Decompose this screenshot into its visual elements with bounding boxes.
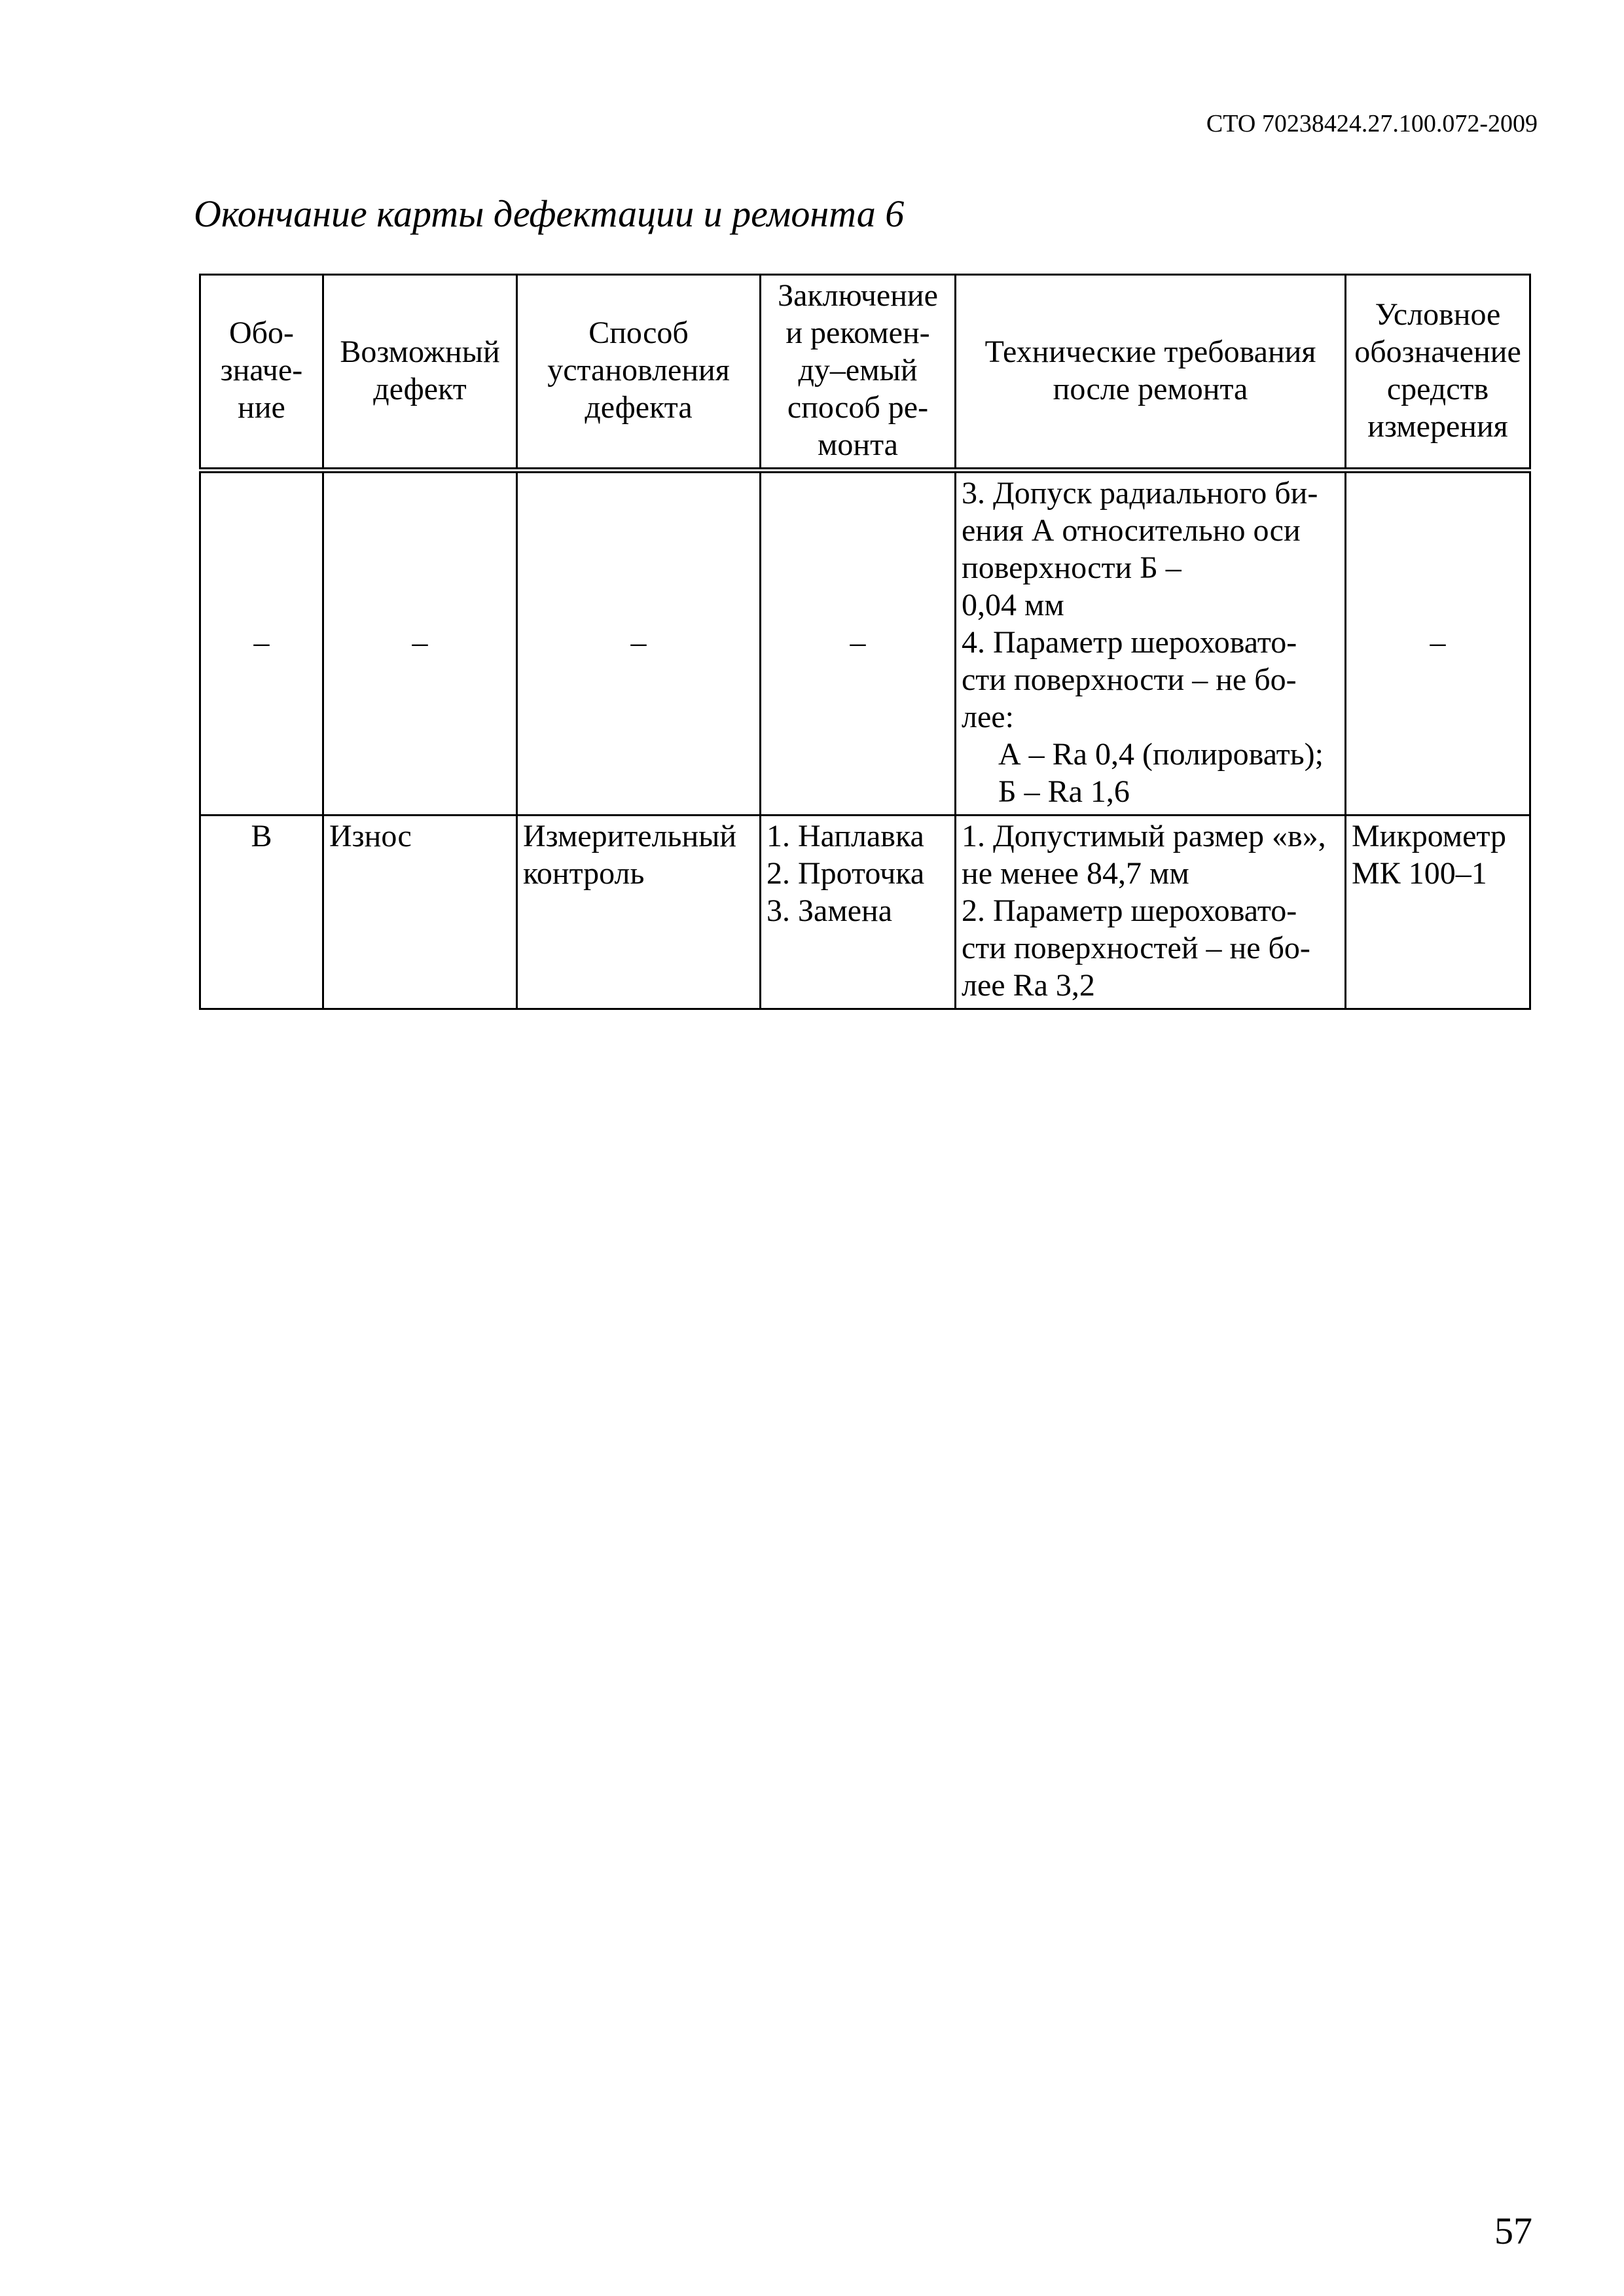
cell-defect: – <box>323 471 517 816</box>
requirement-line: поверхности Б – <box>962 550 1182 585</box>
requirement-line: лее: <box>962 700 1014 734</box>
text-line: МК 100–1 <box>1352 856 1487 891</box>
requirement-line: 4. Параметр шероховато- <box>962 625 1297 660</box>
column-header-instrument <box>1346 275 1530 471</box>
table-row <box>200 471 1530 816</box>
cell-repair-method <box>761 816 956 1009</box>
requirement-line: 3. Допуск радиального би- <box>962 476 1318 511</box>
repair-step: 1. Наплавка <box>767 819 924 853</box>
column-header-requirements <box>956 275 1346 471</box>
requirement-line: не менее 84,7 мм <box>962 856 1189 891</box>
text-line: способ ре- <box>787 390 929 425</box>
table-header-row <box>200 275 1530 471</box>
column-header-defect <box>323 275 517 471</box>
text-line: установления <box>547 353 730 387</box>
requirement-line: ения А относительно оси <box>962 513 1301 548</box>
cell-designation: В <box>200 816 323 1009</box>
column-header-detection-method <box>517 275 761 471</box>
cell-defect: Износ <box>323 816 517 1009</box>
cell-instrument: – <box>1346 471 1530 816</box>
requirement-line: 1. Допустимый размер «в», <box>962 819 1326 853</box>
cell-requirements <box>956 816 1346 1009</box>
table-caption: Окончание карты дефектации и ремонта 6 <box>194 192 905 235</box>
text-line: контроль <box>523 856 645 891</box>
requirement-line: сти поверхности – не бо- <box>962 662 1297 697</box>
text-line: после ремонта <box>1053 371 1248 406</box>
text-line: значе- <box>220 353 303 387</box>
cell-detection-method: – <box>517 471 761 816</box>
requirement-line: Б – Ra 1,6 <box>998 774 1130 809</box>
page-number: 57 <box>1494 2210 1532 2252</box>
text-line: Условное <box>1375 296 1501 332</box>
requirement-line: 2. Параметр шероховато- <box>962 893 1297 928</box>
requirement-line: лее Ra 3,2 <box>962 968 1095 1003</box>
repair-step: 2. Проточка <box>767 856 925 891</box>
text-line: ду–емый <box>798 353 918 387</box>
requirement-line: 0,04 мм <box>962 588 1064 622</box>
text-line: Заключение <box>778 278 938 313</box>
cell-instrument <box>1346 816 1530 1009</box>
text-line: Возможный <box>340 334 500 369</box>
text-line: ние <box>238 390 285 425</box>
text-line: средств <box>1386 371 1489 406</box>
text-line: Способ <box>588 315 689 350</box>
column-header-repair-method <box>761 275 956 471</box>
requirement-line: А – Ra 0,4 (полировать); <box>998 737 1324 772</box>
column-header-designation <box>200 275 323 471</box>
requirement-line: сти поверхностей – не бо- <box>962 931 1310 965</box>
text-line: измерения <box>1367 408 1508 444</box>
cell-requirements <box>956 471 1346 816</box>
defect-repair-table <box>199 274 1531 1010</box>
cell-repair-method: – <box>761 471 956 816</box>
text-line: и рекомен- <box>785 315 930 350</box>
cell-designation: – <box>200 471 323 816</box>
document-code: СТО 70238424.27.100.072-2009 <box>1206 110 1538 137</box>
repair-step: 3. Замена <box>767 893 893 928</box>
cell-detection-method <box>517 816 761 1009</box>
text-line: Измерительный <box>523 819 737 853</box>
text-line: обозначение <box>1354 334 1521 369</box>
text-line: Технические требования <box>984 334 1316 369</box>
text-line: дефекта <box>585 390 693 425</box>
text-line: Обо- <box>228 315 295 350</box>
table-row <box>200 816 1530 1009</box>
text-line: дефект <box>373 371 467 406</box>
text-line: монта <box>818 427 898 462</box>
text-line: Микрометр <box>1352 819 1507 853</box>
